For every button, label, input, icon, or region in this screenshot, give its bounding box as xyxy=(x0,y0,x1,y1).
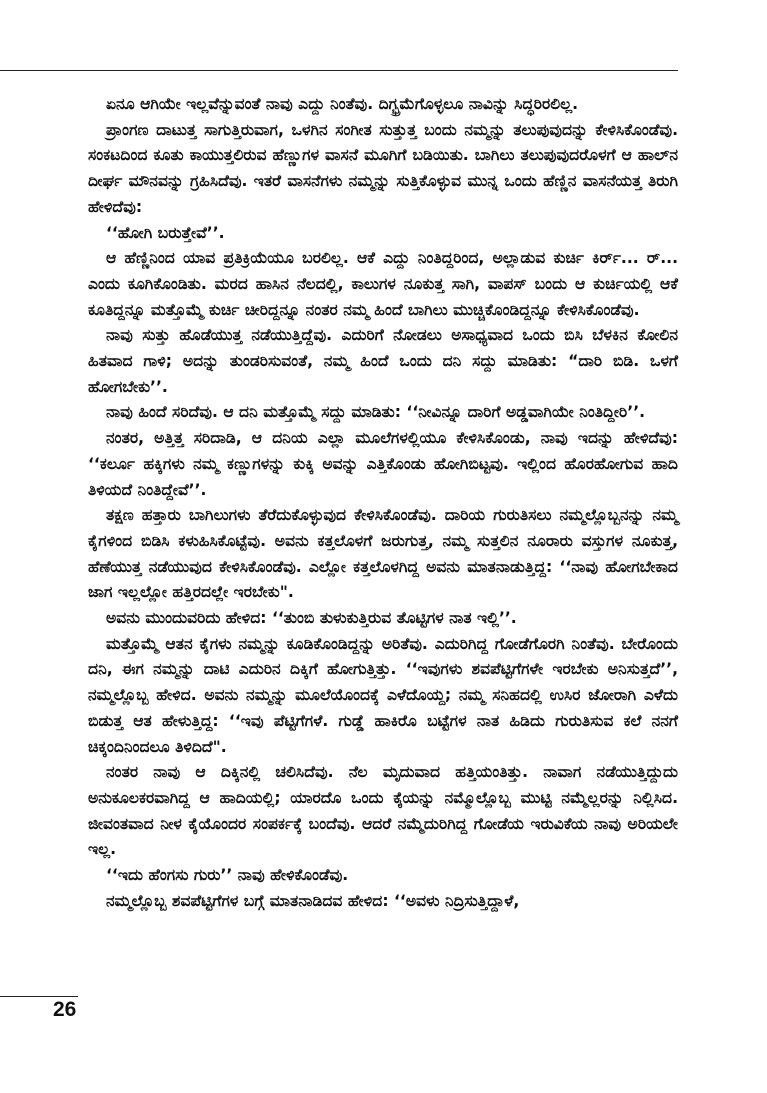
paragraph: ಮತ್ತೊಮ್ಮೆ ಆತನ ಕೈಗಳು ನಮ್ಮನ್ನು ಕೂಡಿಕೊಂಡಿದ್ದನ್ನು ಅರಿತೆವು. ಎದುರಿಗಿದ್ದ ಗೋಡೆಗೊರಗಿ ನಿಂತೆವು. ಬೇರೊಂದು ದನಿ, ಈಗ ನಮ್ಮನ್ನು ದಾಟಿ ಎದುರಿನ ದಿಕ್ಕಿಗೆ ಹೋಗುತ್ತಿತ್ತು. ‘‘ಇವುಗಳು ಶವಪೆಟ್ಟಿಗೆಗಳೇ ಇರಬೇಕು ಅನಿಸುತ್ತದೆ’’, ನಮ್ಮಲ್ಲೊಬ್ಬ ಹೇಳಿದ. ಅವನು ನಮ್ಮನ್ನು ಮೂಲೆಯೊಂದಕ್ಕೆ ಎಳೆದೊಯ್ದ; ನಮ್ಮ ಸನಿಹದಲ್ಲಿ ಉಸಿರ ಜೋರಾಗಿ ಎಳೆದು ಬಿಡುತ್ತ ಆತ ಹೇಳುತ್ತಿದ್ದ: ‘‘ಇವು ಪೆಟ್ಟಿಗೆಗಳೆ. ಗುಡ್ಡೆ ಹಾಕಿರೊ ಬಟ್ಟೆಗಳ ನಾತ ಹಿಡಿದು ಗುರುತಿಸುವ ಕಲೆ ನನಗೆ ಚಿಕ್ಕಂದಿನಿಂದಲೂ ತಿಳಿದಿದೆ". xyxy=(88,634,678,756)
body-text xyxy=(88,92,678,915)
top-rule xyxy=(0,70,678,71)
paragraph: ಏನೂ ಆಗಿಯೇ ಇಲ್ಲವೆನ್ನುವಂತೆ ನಾವು ಎದ್ದು ನಿಂತೆವು. ದಿಗ್ಭ್ರಮೆಗೊಳ್ಳಲೂ ನಾವಿನ್ನು ಸಿದ್ಧರಿರಲಿಲ್ಲ. xyxy=(106,95,579,113)
paragraph: ನಾವು ಸುತ್ತು ಹೊಡೆಯುತ್ತ ನಡೆಯುತ್ತಿದ್ದೆವು. ಎದುರಿಗೆ ನೋಡಲು ಅಸಾಧ್ಯವಾದ ಒಂದು ಬಿಸಿ ಬೆಳಕಿನ ಕೋಲಿನ ಹಿತವಾದ ಗಾಳಿ; ಅದನ್ನು ತುಂಡರಿಸುವಂತೆ, ನಮ್ಮ ಹಿಂದೆ ಒಂದು ದನಿ ಸದ್ದು ಮಾಡಿತು: “ದಾರಿ ಬಿಡಿ. ಒಳಗೆ ಹೋಗಬೇಕು’’. xyxy=(88,326,678,396)
paragraph: ಪ್ರಾಂಗಣ ದಾಟುತ್ತ ಸಾಗುತ್ತಿರುವಾಗ, ಒಳಗಿನ ಸಂಗೀತ ಸುತ್ತುತ್ತ ಬಂದು ನಮ್ಮನ್ನು ತಲುಪುವುದನ್ನು ಕೇಳಿಸಿಕೊಂಡೆವು. ಸಂಕಟದಿಂದ ಕೂತು ಕಾಯುತ್ತಲಿರುವ ಹೆಣ್ಣುಗಳ ವಾಸನೆ ಮೂಗಿಗೆ ಬಡಿಯಿತು. ಬಾಗಿಲು ತಲುಪುವುದರೊಳಗೆ ಆ ಹಾಲ್‌ನ ದೀರ್ಘ ಮೌನವನ್ನು ಗ್ರಹಿಸಿದೆವು. ಇತರೆ ವಾಸನೆಗಳು ನಮ್ಮನ್ನು ಸುತ್ತಿಕೊಳ್ಳುವ ಮುನ್ನ ಒಂದು ಹೆಣ್ಣಿನ ವಾಸನೆಯತ್ತ ತಿರುಗಿ ಹೇಳಿದೆವು: xyxy=(88,120,678,216)
paragraph: ನಂತರ ನಾವು ಆ ದಿಕ್ಕಿನಲ್ಲಿ ಚಲಿಸಿದೆವು. ನೆಲ ಮೃದುವಾದ ಹತ್ತಿಯಂತಿತ್ತು. ನಾವಾಗ ನಡೆಯುತ್ತಿದ್ದುದು ಅನುಕೂಲಕರವಾಗಿದ್ದ ಆ ಹಾದಿಯಲ್ಲಿ; ಯಾರದೊ ಒಂದು ಕೈಯನ್ನು ನಮ್ಮೊಲ್ಲೊಬ್ಬ ಮುಟ್ಟಿ ನಮ್ಮೆಲ್ಲರನ್ನು ನಿಲ್ಲಿಸಿದ. ಜೀವಂತವಾದ ನೀಳ ಕೈಯೊಂದರ ಸಂಪರ್ಕಕ್ಕೆ ಬಂದೆವು. ಆದರೆ ನಮ್ಮೆದುರಿಗಿದ್ದ ಗೋಡೆಯ ಇರುವಿಕೆಯ ನಾವು ಅರಿಯಲೇ ಇಲ್ಲ. xyxy=(88,763,678,859)
paragraph: ತಕ್ಷಣ ಹತ್ತಾರು ಬಾಗಿಲುಗಳು ತೆರೆದುಕೊಳ್ಳುವುದ ಕೇಳಿಸಿಕೊಂಡೆವು. ದಾರಿಯ ಗುರುತಿಸಲು ನಮ್ಮಲ್ಲೊಬ್ಬನನ್ನು ನಮ್ಮ ಕೈಗಳಿಂದ ಬಿಡಿಸಿ ಕಳುಹಿಸಿಕೊಟ್ಟೆವು. ಅವನು ಕತ್ತಲೊಳಗೆ ಜರುಗುತ್ತ, ನಮ್ಮ ಸುತ್ತಲಿನ ನೂರಾರು ವಸ್ತುಗಳ ನೂಕುತ್ತ, ಹೆಣೆಯುತ್ತ ನಡೆಯುವುದ ಕೇಳಿಸಿಕೊಂಡೆವು. ಎಲ್ಲೋ ಕತ್ತಲೊಳಗಿದ್ದ ಅವನು ಮಾತನಾಡುತ್ತಿದ್ದ: ‘‘ನಾವು ಹೋಗಬೇಕಾದ ಜಾಗ ಇಲ್ಲಲ್ಲೋ ಹತ್ತಿರದಲ್ಲೇ ಇರಬೇಕು". xyxy=(88,506,678,602)
page-number: 26 xyxy=(53,998,77,1021)
paragraph: ನಾವು ಹಿಂದೆ ಸರಿದೆವು. ಆ ದನಿ ಮತ್ತೊಮ್ಮೆ ಸದ್ದು ಮಾಡಿತು: ‘‘ನೀವಿನ್ನೂ ದಾರಿಗೆ ಅಡ್ಡವಾಗಿಯೇ ನಿಂತಿದ್ದೀರಿ’’. xyxy=(106,403,646,422)
paragraph: ‘‘ಇದು ಹೆಂಗಸು ಗುರು’’ ನಾವು ಹೇಳಿಕೊಂಡೆವು. xyxy=(106,866,349,885)
paragraph: ಅವನು ಮುಂದುವರಿದು ಹೇಳಿದ: ‘‘ತುಂಬಿ ತುಳುಕುತ್ತಿರುವ ತೊಟ್ಟಿಗಳ ನಾತ ಇಲ್ಲಿ’’. xyxy=(106,609,517,628)
paragraph: ಆ ಹೆಣ್ಣಿನಿಂದ ಯಾವ ಪ್ರತಿಕ್ರಿಯೆಯೂ ಬರಲಿಲ್ಲ. ಆಕೆ ಎದ್ದು ನಿಂತಿದ್ದರಿಂದ, ಅಲ್ಲಾಡುವ ಕುರ್ಚಿ ಕಿರ್ರ್... ರ್‌... ಎಂದು ಕೂಗಿಕೊಂಡಿತು. ಮರದ ಹಾಸಿನ ನೆಲದಲ್ಲಿ, ಕಾಲುಗಳ ನೂಕುತ್ತ ಸಾಗಿ, ವಾಪಸ್ ಬಂದು ಆ ಕುರ್ಚಿಯಲ್ಲಿ ಆಕೆ ಕೂತಿದ್ದನ್ನೂ ಮತ್ತೊಮ್ಮೆ ಕುರ್ಚಿ ಚೀರಿದ್ದನ್ನೂ ನಂತರ ನಮ್ಮ ಹಿಂದೆ ಬಾಗಿಲು ಮುಚ್ಚಿಕೊಂಡಿದ್ದನ್ನೂ ಕೇಳಿಸಿಕೊಂಡೆವು. xyxy=(88,249,678,319)
paragraph: ನಂತರ, ಅತ್ತಿತ್ತ ಸರಿದಾಡಿ, ಆ ದನಿಯ ಎಲ್ಲಾ ಮೂಲೆಗಳಲ್ಲಿಯೂ ಕೇಳಿಸಿಕೊಂಡು, ನಾವು ಇದನ್ನು ಹೇಳಿದೆವು: ‘‘ಕರ್ಲೂ ಹಕ್ಕಿಗಳು ನಮ್ಮ ಕಣ್ಣುಗಳನ್ನು ಕುಕ್ಕಿ ಅವನ್ನು ಎತ್ತಿಕೊಂಡು ಹೋಗಿಬಿಟ್ಟವು. ಇಲ್ಲಿಂದ ಹೊರಹೋಗುವ ಹಾದಿ ತಿಳಿಯದೆ ನಿಂತಿದ್ದೇವೆ’’. xyxy=(88,429,678,499)
paragraph: ನಮ್ಮಲ್ಲೊಬ್ಬ ಶವಪೆಟ್ಟಿಗೆಗಳ ಬಗ್ಗೆ ಮಾತನಾಡಿದವ ಹೇಳಿದ: ‘‘ಅವಳು ನಿದ್ರಿಸುತ್ತಿದ್ದಾಳೆ, xyxy=(106,891,520,910)
paragraph: ‘‘ಹೋಗಿ ಬರುತ್ತೇವೆ’’. xyxy=(106,223,225,242)
